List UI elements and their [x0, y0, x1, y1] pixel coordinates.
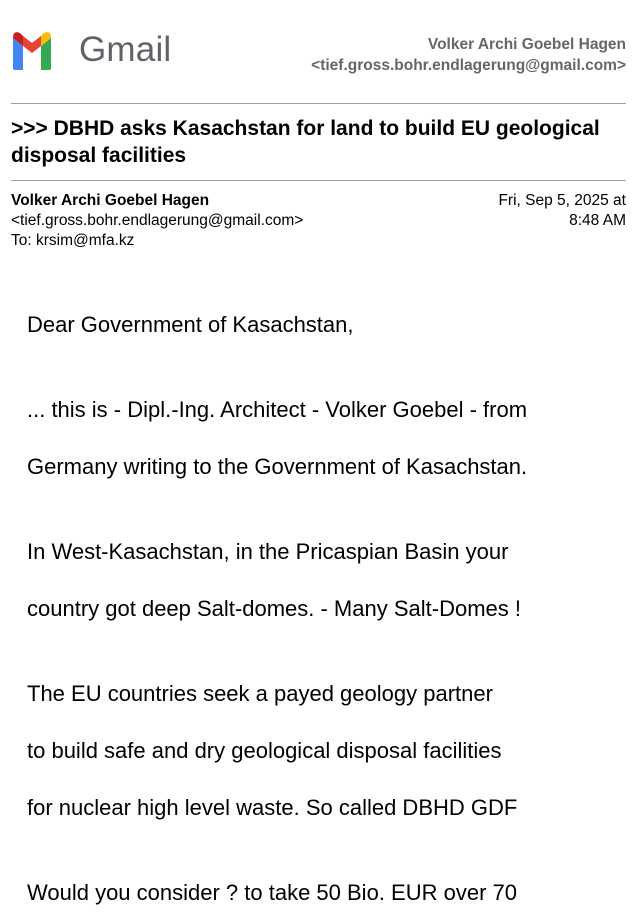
- body-paragraph: [27, 665, 617, 836]
- body-paragraph: [27, 523, 617, 637]
- from-name: Volker Archi Goebel Hagen: [11, 192, 210, 209]
- email-header: [0, 0, 635, 100]
- to-line: To: krsim@mfa.kz: [11, 232, 135, 249]
- gmail-wordmark: Gmail: [79, 30, 172, 69]
- body-line: Would you consider ? to take 50 Bio. EUR over 70: [27, 880, 517, 905]
- email-subject: >>> DBHD asks Kasachstan for land to build EU geological disposal facilities: [11, 117, 600, 167]
- body-paragraph: [27, 296, 617, 353]
- date-line-2: 8:48 AM: [569, 212, 626, 229]
- email-meta: [11, 191, 303, 251]
- body-line: to build safe and dry geological disposal facilities: [27, 738, 502, 763]
- account-sender-name: Volker Archi Goebel Hagen: [427, 36, 626, 53]
- body-paragraph: [27, 381, 617, 495]
- body-line: The EU countries seek a payed geology partner: [27, 681, 493, 706]
- email-body: [27, 296, 617, 921]
- account-sender-email: <tief.gross.bohr.endlagerung@gmail.com>: [311, 57, 626, 74]
- date-line-1: Fri, Sep 5, 2025 at: [498, 192, 626, 209]
- divider: [11, 103, 626, 104]
- body-line: ... this is - Dipl.-Ing. Architect - Volker Goebel - from: [27, 397, 528, 422]
- body-line: country got deep Salt-domes. - Many Salt-Domes !: [27, 596, 521, 621]
- body-paragraph: [27, 864, 617, 921]
- body-line: Dear Government of Kasachstan,: [27, 312, 354, 337]
- body-line: Germany writing to the Government of Kasachstan.: [27, 454, 528, 479]
- email-date: [498, 191, 626, 231]
- body-line: for nuclear high level waste. So called DBHD GDF: [27, 795, 518, 820]
- divider: [11, 180, 626, 181]
- from-email: <tief.gross.bohr.endlagerung@gmail.com>: [11, 212, 304, 229]
- account-sender: [311, 34, 626, 76]
- body-line: In West-Kasachstan, in the Pricaspian Basin your: [27, 539, 509, 564]
